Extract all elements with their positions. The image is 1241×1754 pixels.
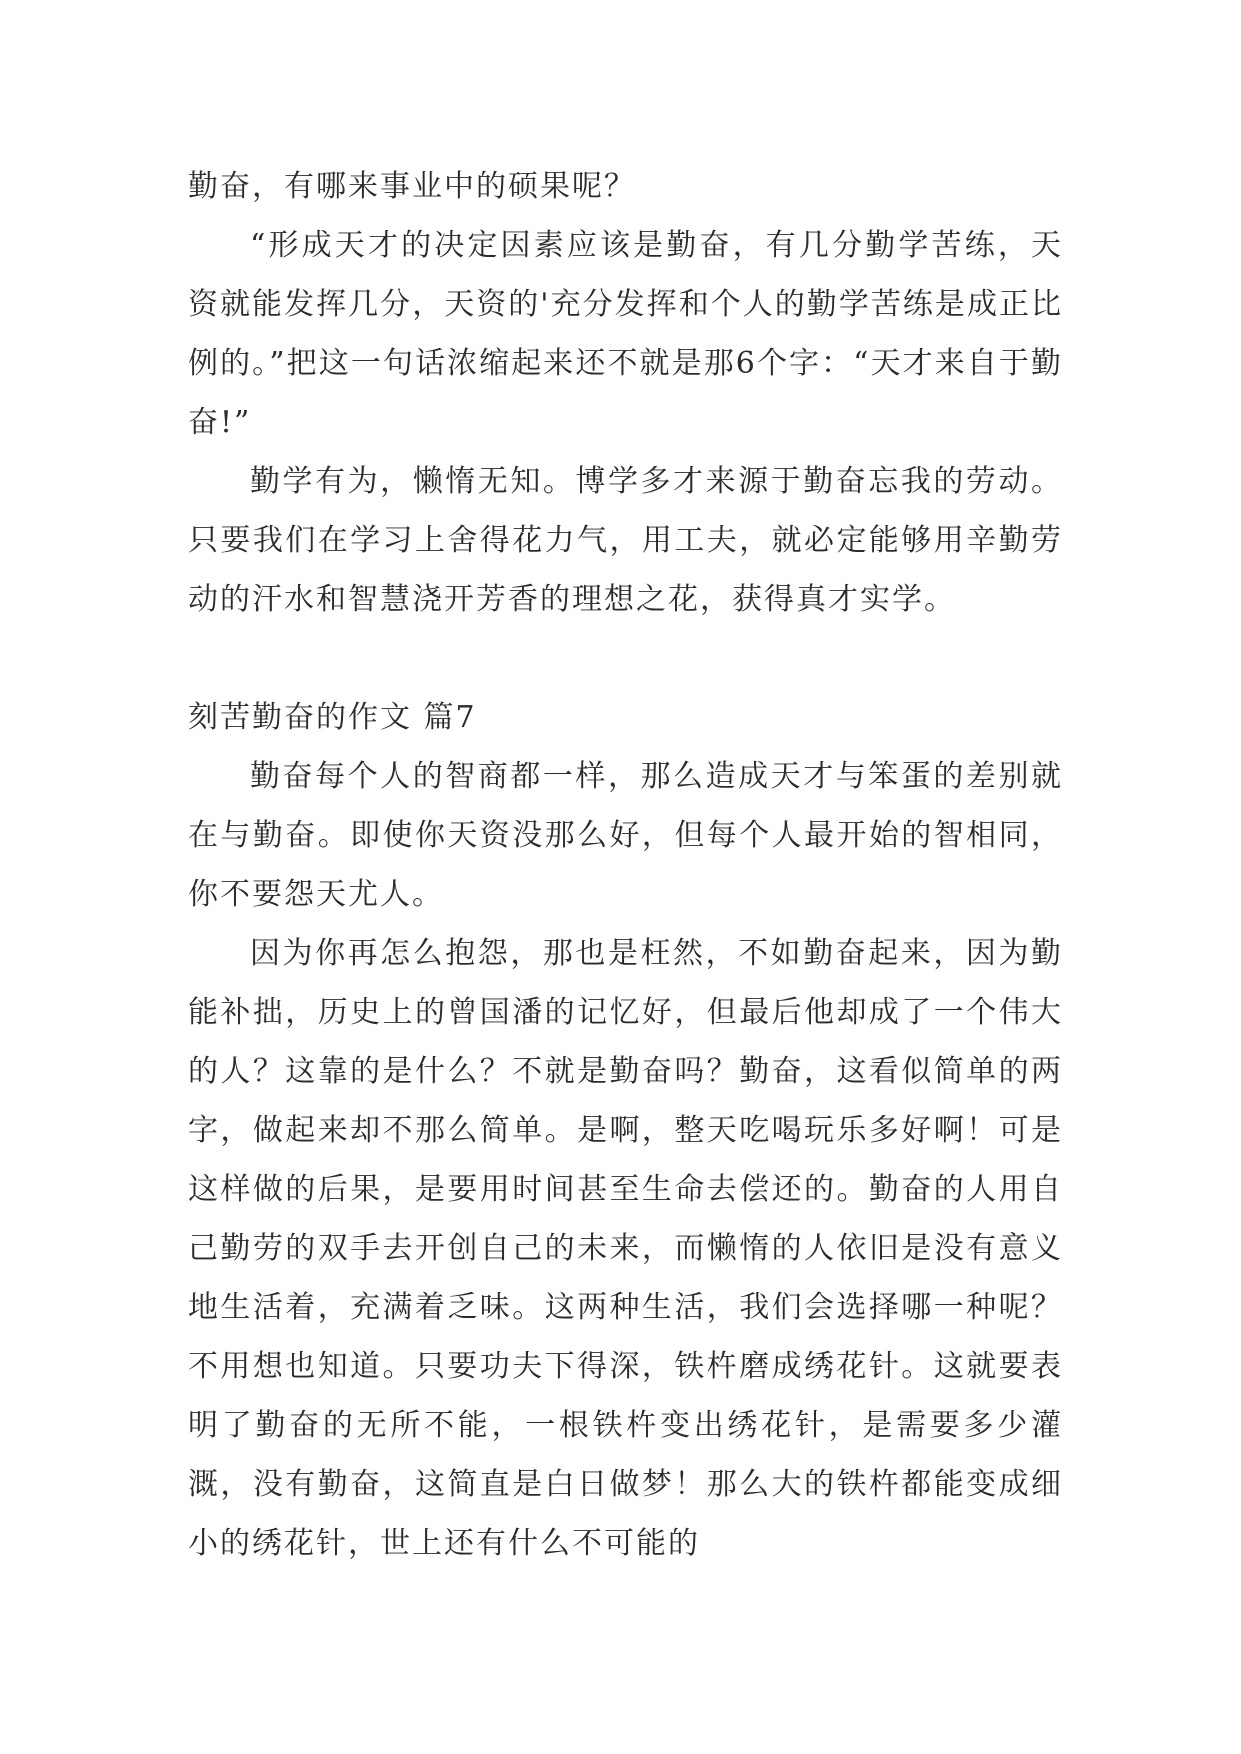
paragraph-quote: “形成天才的决定因素应该是勤奋，有几分勤学苦练，天资就能发挥几分，天资的'充分发挥和个人的勤学苦练是成正比例的。”把这一句话浓缩起来还不就是那6个字：“天才来自于勤奋!” [188,228,1063,440]
paragraph-diligence: 勤学有为，懒惰无知。博学多才来源于勤奋忘我的劳动。只要我们在学习上舍得花力气，用工夫，就必定能够用辛勤劳动的汗水和智慧浇开芳香的理想之花，获得真才实学。 [188,464,1063,617]
paragraph-complaint: 因为你再怎么抱怨，那也是枉然，不如勤奋起来，因为勤能补拙，历史上的曾国潘的记忆好，但最后他却成了一个伟大的人？这靠的是什么？不就是勤奋吗？勤奋，这看似简单的两字，做起来却不那么简单。是啊，整天吃喝玩乐多好啊！可是这样做的后果，是要用时间甚至生命去偿还的。勤奋的人用自己勤劳的双手去开创自己的未来，而懒惰的人依旧是没有意义地生活着，充满着乏味。这两种生活，我们会选择哪一种呢？不用想也知道。只要功夫下得深，铁杵磨成绣花针。这就要表明了勤奋的无所不能，一根铁杵变出绣花针，是需要多少灌溉，没有勤奋，这简直是白日做梦！那么大的铁杵都能变成细小的绣花针，世上还有什么不可能的 [188,936,1063,1561]
section-heading: 刻苦勤奋的作文 篇7 [188,700,477,735]
paragraph-continuation: 勤奋，有哪来事业中的硕果呢？ [188,169,636,204]
document-body [188,157,1063,1573]
paragraph-intelligence: 勤奋每个人的智商都一样，那么造成天才与笨蛋的差别就在与勤奋。即使你天资没那么好，但每个人最开始的智相同，你不要怨天尤人。 [188,759,1063,912]
